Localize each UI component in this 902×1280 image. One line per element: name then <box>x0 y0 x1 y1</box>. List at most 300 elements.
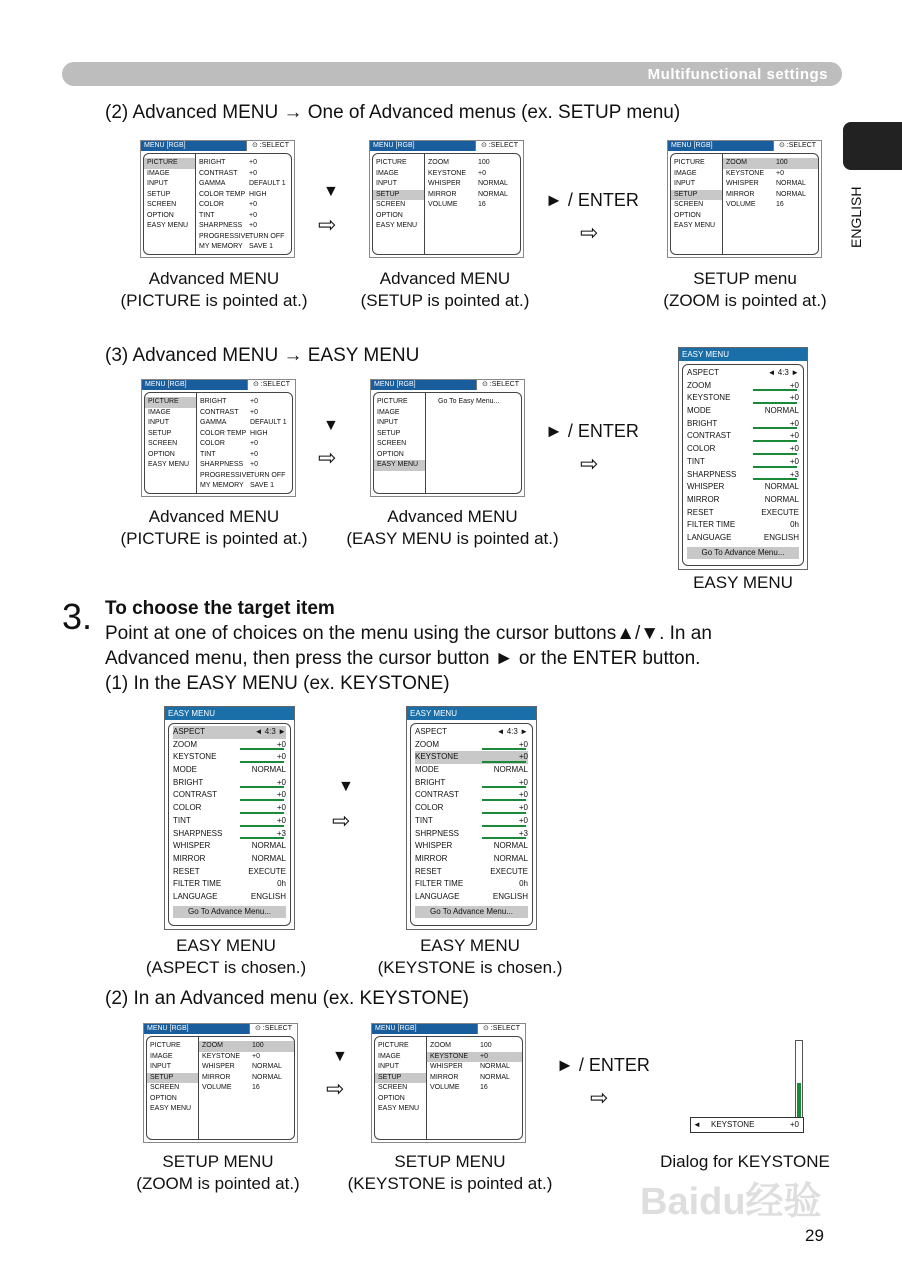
menu-option-row[interactable] <box>196 190 291 201</box>
caption-line: Advanced MENU <box>148 269 280 288</box>
menu-category-item[interactable]: SCREEN <box>376 201 406 208</box>
row-label: SHARPNESS <box>687 469 737 479</box>
menu-category-item[interactable]: INPUT <box>147 180 168 187</box>
row-value: NORMAL <box>493 853 528 863</box>
row-value: +0 <box>518 815 528 825</box>
menu-category-item[interactable]: SCREEN <box>674 201 704 208</box>
easy-menu-row[interactable] <box>173 789 286 802</box>
menu-category-item[interactable]: EASY MENU <box>374 460 425 471</box>
easy-menu-row[interactable] <box>173 828 286 841</box>
menu-category-item[interactable]: EASY MENU <box>376 222 418 229</box>
menu-categories <box>144 154 196 254</box>
option-label: ZOOM <box>202 1042 223 1049</box>
level-gauge <box>753 389 797 391</box>
easy-menu-row[interactable] <box>687 507 799 520</box>
easy-menu-row[interactable] <box>415 751 528 764</box>
easy-menu-body <box>410 723 533 926</box>
easy-menu-row[interactable] <box>687 519 799 532</box>
watermark: Baidu经验 <box>640 1181 822 1223</box>
step-line2: Advanced menu, then press the cursor button ► or the ENTER button. <box>105 648 701 669</box>
menu-category-item[interactable]: OPTION <box>377 450 404 458</box>
row-value: NORMAL <box>251 841 286 851</box>
step-title: To choose the target item <box>105 598 335 619</box>
row-value: +3 <box>518 828 528 838</box>
option-label: KEYSTONE <box>428 169 466 177</box>
level-gauge <box>240 812 284 814</box>
easy-menu-title: EASY MENU <box>165 707 294 720</box>
easy-menu-row[interactable] <box>173 866 286 879</box>
option-label: MY MEMORY <box>200 482 244 489</box>
caption <box>100 506 328 550</box>
menu-category-item[interactable]: SETUP <box>377 429 401 437</box>
advanced-menu <box>141 379 296 497</box>
menu-category-item[interactable]: PICTURE <box>145 397 196 408</box>
menu-options <box>425 154 520 254</box>
row-value: +0 <box>276 777 286 787</box>
option-value: 16 <box>252 1084 260 1091</box>
option-value: 16 <box>480 1084 488 1091</box>
row-label: MODE <box>173 765 197 775</box>
select-hint: ⊙ :SELECT <box>247 380 295 390</box>
menu-category-item[interactable]: IMAGE <box>150 1052 173 1060</box>
level-gauge <box>240 837 284 839</box>
option-value: +0 <box>250 408 258 416</box>
row-label: ASPECT <box>687 368 720 377</box>
easy-menu-row[interactable] <box>415 878 528 891</box>
row-value: +0 <box>276 803 286 813</box>
easy-menu-row[interactable] <box>687 418 799 431</box>
menu-option-row[interactable] <box>196 200 291 211</box>
option-label: MIRROR <box>428 190 457 198</box>
option-value: +0 <box>249 201 257 208</box>
easy-menu-row[interactable] <box>415 866 528 879</box>
menu-category-item[interactable]: PICTURE <box>144 158 195 169</box>
side-language-label: ENGLISH <box>848 186 864 248</box>
menu-title: MENU [RGB] <box>144 142 186 149</box>
hollow-arrow-icon: ⇨ <box>580 220 599 245</box>
menu-body <box>670 153 819 255</box>
menu-category-item[interactable]: SETUP <box>147 1073 198 1084</box>
menu-category-item[interactable]: OPTION <box>674 211 701 219</box>
menu-option-row[interactable] <box>197 429 292 440</box>
menu-option-row[interactable] <box>197 408 292 419</box>
caption-line: (EASY MENU is pointed at.) <box>346 529 559 548</box>
menu-option-row[interactable] <box>197 439 292 450</box>
menu-option-row[interactable] <box>197 397 292 408</box>
go-advance-button[interactable]: Go To Advance Menu... <box>173 906 286 918</box>
menu-category-item[interactable]: INPUT <box>148 419 169 426</box>
keystone-dialog[interactable] <box>690 1117 804 1133</box>
level-gauge <box>482 786 526 788</box>
row-label: LANGUAGE <box>173 891 218 901</box>
menu-category-item[interactable]: OPTION <box>150 1094 177 1102</box>
row-value: NORMAL <box>764 482 799 492</box>
level-gauge <box>240 761 284 763</box>
row-label: BRIGHT <box>687 418 718 428</box>
menu-option-row[interactable] <box>197 418 292 429</box>
menu-category-item[interactable]: EASY MENU <box>147 222 189 229</box>
option-label: VOLUME <box>726 201 756 208</box>
option-value: +0 <box>776 169 784 177</box>
menu-category-item[interactable]: INPUT <box>377 419 398 426</box>
caption-line: Advanced MENU <box>387 507 518 526</box>
menu-category-item[interactable]: EASY MENU <box>378 1105 420 1112</box>
option-label: COLOR TEMP <box>200 429 247 437</box>
option-value: +0 <box>250 461 258 468</box>
keystone-level-bar <box>795 1040 803 1120</box>
row-value: 0h <box>790 520 799 530</box>
option-label: ZOOM <box>726 159 747 166</box>
menu-category-item[interactable]: OPTION <box>147 211 174 219</box>
select-hint: ⊙ :SELECT <box>249 1024 297 1034</box>
menu-options <box>196 154 291 254</box>
menu-categories <box>375 1037 427 1139</box>
menu-category-item[interactable]: EASY MENU <box>674 222 716 229</box>
option-label: KEYSTONE <box>430 1052 468 1060</box>
option-value: HIGH <box>250 429 268 437</box>
menu-title-bar <box>142 380 295 390</box>
row-value: ◄ 4:3 ► <box>767 368 799 377</box>
level-gauge <box>482 837 526 839</box>
menu-body <box>146 1036 295 1140</box>
row-value: NORMAL <box>764 494 799 504</box>
easy-menu-row[interactable] <box>173 853 286 866</box>
menu-body <box>373 392 522 494</box>
row-label: LANGUAGE <box>687 532 732 542</box>
option-value: +0 <box>250 398 258 405</box>
easy-menu-title: EASY MENU <box>407 707 536 720</box>
row-label: ZOOM <box>415 739 439 749</box>
easy-menu-row[interactable] <box>415 726 528 739</box>
menu-category-item[interactable]: OPTION <box>148 450 175 458</box>
row-value: +0 <box>518 790 528 800</box>
menu-option-row[interactable] <box>723 190 818 201</box>
row-label: SHARPNESS <box>173 828 223 838</box>
go-advance-button[interactable]: Go To Advance Menu... <box>687 547 799 559</box>
menu-category-item[interactable]: INPUT <box>378 1063 399 1070</box>
row-value: NORMAL <box>251 853 286 863</box>
level-gauge <box>482 761 526 763</box>
row-value: +0 <box>276 752 286 762</box>
menu-title-bar <box>370 141 523 151</box>
menu-categories <box>373 154 425 254</box>
row-label: WHISPER <box>415 841 453 851</box>
row-value: +0 <box>518 803 528 813</box>
easy-menu-row[interactable] <box>173 764 286 777</box>
easy-menu-row[interactable] <box>687 532 799 545</box>
menu-option-row[interactable] <box>196 158 291 169</box>
menu-option-row[interactable] <box>723 179 818 190</box>
easy-menu-row[interactable] <box>415 802 528 815</box>
easy-menu-row[interactable] <box>687 494 799 507</box>
easy-menu-row[interactable] <box>687 367 799 380</box>
option-label: COLOR <box>199 201 224 208</box>
easy-menu-row[interactable] <box>687 456 799 469</box>
option-value: NORMAL <box>776 180 806 187</box>
menu-option-row[interactable] <box>196 211 291 222</box>
menu-option-row[interactable] <box>426 397 521 408</box>
menu-option-row[interactable] <box>425 200 520 211</box>
easy-menu-row[interactable] <box>415 891 528 904</box>
menu-option-row[interactable] <box>197 471 292 482</box>
easy-menu <box>678 347 808 570</box>
easy-menu-row[interactable] <box>687 430 799 443</box>
advanced-menu <box>369 140 524 258</box>
menu-body <box>143 153 292 255</box>
left-arrow-icon: ◄ <box>693 1120 701 1129</box>
menu-category-item[interactable]: SCREEN <box>150 1084 180 1091</box>
hollow-arrow-icon: ⇨ <box>326 1076 345 1101</box>
easy-menu-row[interactable] <box>173 815 286 828</box>
select-hint: ⊙ :SELECT <box>475 141 523 151</box>
menu-option-row[interactable] <box>427 1073 522 1084</box>
option-value: SAVE 1 <box>250 482 274 489</box>
option-value: +0 <box>249 159 257 166</box>
row-value: +0 <box>276 815 286 825</box>
level-gauge <box>482 799 526 801</box>
menu-category-item[interactable]: EASY MENU <box>150 1105 192 1112</box>
row-value: ENGLISH <box>492 891 528 901</box>
advanced-menu <box>140 140 295 258</box>
level-gauge <box>240 748 284 750</box>
row-value: NORMAL <box>251 765 286 775</box>
easy-menu-body <box>168 723 291 926</box>
menu-option-row[interactable] <box>425 190 520 201</box>
level-gauge <box>753 478 797 480</box>
menu-option-row[interactable] <box>427 1062 522 1073</box>
easy-menu-row[interactable] <box>173 739 286 752</box>
menu-categories <box>147 1037 199 1139</box>
easy-menu-row[interactable] <box>415 777 528 790</box>
menu-category-item[interactable]: INPUT <box>376 180 397 187</box>
row-value: +0 <box>789 393 799 403</box>
option-label: CONTRAST <box>199 169 238 177</box>
down-arrow-icon: ▼ <box>338 778 354 795</box>
menu-category-item[interactable]: SCREEN <box>377 440 407 447</box>
menu-option-row[interactable] <box>199 1073 294 1084</box>
option-value: DEFAULT 1 <box>249 180 286 187</box>
option-value: 16 <box>478 201 486 208</box>
advanced-menu <box>370 379 525 497</box>
menu-category-item[interactable]: OPTION <box>376 211 403 219</box>
menu-title-bar <box>144 1024 297 1034</box>
option-value: +0 <box>480 1052 488 1060</box>
menu-category-item[interactable]: SETUP <box>671 190 722 201</box>
caption-line: (KEYSTONE is chosen.) <box>377 958 563 977</box>
menu-category-item[interactable]: PICTURE <box>377 398 408 405</box>
easy-menu-row[interactable] <box>173 802 286 815</box>
menu-option-row[interactable] <box>425 169 520 180</box>
easy-menu-row[interactable] <box>173 891 286 904</box>
row-value: 0h <box>519 879 528 889</box>
caption <box>340 268 550 312</box>
menu-category-item[interactable]: PICTURE <box>376 159 407 166</box>
easy-menu-row[interactable] <box>687 392 799 405</box>
menu-title: MENU [RGB] <box>373 142 415 149</box>
easy-menu-row[interactable] <box>173 777 286 790</box>
option-label: PROGRESSIVE <box>200 471 251 479</box>
easy-menu <box>164 706 295 930</box>
option-label: TINT <box>199 211 215 219</box>
easy-menu-row[interactable] <box>687 481 799 494</box>
level-gauge <box>753 427 797 429</box>
caption <box>678 572 808 594</box>
menu-category-item[interactable]: SETUP <box>375 1073 426 1084</box>
menu-option-row[interactable] <box>199 1083 294 1094</box>
go-advance-button[interactable]: Go To Advance Menu... <box>415 906 528 918</box>
easy-menu-row[interactable] <box>415 853 528 866</box>
menu-options <box>199 1037 294 1139</box>
menu-categories <box>145 393 197 493</box>
row-label: ASPECT <box>415 727 448 736</box>
row-value: +0 <box>789 431 799 441</box>
easy-menu-row[interactable] <box>687 380 799 393</box>
row-label: FILTER TIME <box>173 879 222 889</box>
menu-option-row[interactable] <box>196 221 291 232</box>
menu-option-row[interactable] <box>196 242 291 253</box>
menu-body <box>374 1036 523 1140</box>
level-gauge <box>482 748 526 750</box>
menu-option-row[interactable] <box>199 1062 294 1073</box>
menu-title: MENU [RGB] <box>671 142 713 149</box>
menu-category-item[interactable]: SCREEN <box>378 1084 408 1091</box>
menu-category-item[interactable]: SCREEN <box>147 201 177 208</box>
caption-line: (PICTURE is pointed at.) <box>120 291 308 310</box>
row-label: MODE <box>415 765 439 775</box>
menu-option-row[interactable] <box>196 232 291 243</box>
menu-category-item[interactable]: IMAGE <box>147 169 170 177</box>
row-label: CONTRAST <box>415 790 459 800</box>
menu-category-item[interactable]: EASY MENU <box>148 461 190 468</box>
easy-menu-row[interactable] <box>415 815 528 828</box>
hollow-arrow-icon: ⇨ <box>590 1085 609 1110</box>
option-label: VOLUME <box>202 1084 232 1091</box>
menu-category-item[interactable]: IMAGE <box>376 169 399 177</box>
row-label: MODE <box>687 406 711 416</box>
option-value: SAVE 1 <box>249 243 273 250</box>
step-sub2: (2) In an Advanced menu (ex. KEYSTONE) <box>105 988 469 1009</box>
menu-category-item[interactable]: IMAGE <box>378 1052 401 1060</box>
menu-category-item[interactable]: IMAGE <box>148 408 171 416</box>
menu-category-item[interactable]: IMAGE <box>674 169 697 177</box>
menu-option-row[interactable] <box>197 481 292 492</box>
menu-body <box>144 392 293 494</box>
easy-menu-body <box>682 364 804 566</box>
option-label: MIRROR <box>430 1073 459 1081</box>
menu-option-row[interactable] <box>199 1041 294 1052</box>
caption-line: SETUP MENU <box>162 1152 274 1171</box>
row-label: TINT <box>687 456 705 466</box>
menu-category-item[interactable]: INPUT <box>674 180 695 187</box>
option-label: TINT <box>200 450 216 458</box>
level-gauge <box>753 453 797 455</box>
row-label: KEYSTONE <box>173 752 217 762</box>
section3-title: (3) Advanced MENU → EASY MENU <box>105 345 420 366</box>
menu-category-item[interactable]: PICTURE <box>674 159 705 166</box>
row-value: ◄ 4:3 ► <box>254 727 286 736</box>
easy-menu-row[interactable] <box>687 443 799 456</box>
menu-option-row[interactable] <box>427 1041 522 1052</box>
easy-menu-row[interactable] <box>173 726 286 739</box>
menu-option-row[interactable] <box>196 169 291 180</box>
easy-menu <box>406 706 537 930</box>
row-value: EXECUTE <box>490 866 528 876</box>
option-label: VOLUME <box>428 201 458 208</box>
menu-body <box>372 153 521 255</box>
row-label: FILTER TIME <box>415 879 464 889</box>
menu-category-item[interactable]: PICTURE <box>150 1042 181 1049</box>
caption <box>360 935 580 979</box>
menu-category-item[interactable]: IMAGE <box>377 408 400 416</box>
easy-menu-row[interactable] <box>687 469 799 482</box>
caption <box>330 1151 570 1195</box>
menu-option-row[interactable] <box>425 179 520 190</box>
easy-menu-row[interactable] <box>415 739 528 752</box>
advanced-menu <box>371 1023 526 1143</box>
easy-menu-row[interactable] <box>173 751 286 764</box>
caption <box>645 268 845 312</box>
option-value: +0 <box>249 211 257 219</box>
menu-option-row[interactable] <box>197 460 292 471</box>
select-hint: ⊙ :SELECT <box>773 141 821 151</box>
menu-category-item[interactable]: OPTION <box>378 1094 405 1102</box>
row-label: LANGUAGE <box>415 891 460 901</box>
enter-label: ► / ENTER <box>545 190 639 210</box>
menu-option-row[interactable] <box>427 1083 522 1094</box>
easy-menu-row[interactable] <box>415 789 528 802</box>
option-value: 100 <box>252 1042 264 1049</box>
menu-option-row[interactable] <box>197 450 292 461</box>
row-value: 0h <box>277 879 286 889</box>
row-label: WHISPER <box>173 841 211 851</box>
easy-menu-row[interactable] <box>415 828 528 841</box>
menu-option-row[interactable] <box>723 158 818 169</box>
option-label: SHARPNESS <box>200 461 244 468</box>
menu-category-item[interactable]: SCREEN <box>148 440 178 447</box>
menu-category-item[interactable]: INPUT <box>150 1063 171 1070</box>
menu-category-item[interactable]: PICTURE <box>378 1042 409 1049</box>
menu-option-row[interactable] <box>196 179 291 190</box>
menu-option-row[interactable] <box>425 158 520 169</box>
easy-menu-row[interactable] <box>415 764 528 777</box>
option-label: MY MEMORY <box>199 243 243 250</box>
menu-category-item[interactable]: SETUP <box>147 190 171 198</box>
menu-category-item[interactable]: SETUP <box>373 190 424 201</box>
down-arrow-icon: ▼ <box>323 183 339 200</box>
row-value: +0 <box>276 739 286 749</box>
step-sub1: (1) In the EASY MENU (ex. KEYSTONE) <box>105 673 450 694</box>
easy-menu-row[interactable] <box>173 840 286 853</box>
menu-category-item[interactable]: SETUP <box>148 429 172 437</box>
hollow-arrow-icon: ⇨ <box>318 212 337 237</box>
option-value: +0 <box>478 169 486 177</box>
row-label: FILTER TIME <box>687 520 736 530</box>
menu-option-row[interactable] <box>723 200 818 211</box>
menu-option-row[interactable] <box>427 1052 522 1063</box>
easy-menu-row[interactable] <box>173 878 286 891</box>
easy-menu-row[interactable] <box>415 840 528 853</box>
option-value: 100 <box>480 1042 492 1049</box>
easy-menu-row[interactable] <box>687 405 799 418</box>
row-value: NORMAL <box>493 765 528 775</box>
row-label: CONTRAST <box>687 431 731 441</box>
menu-option-row[interactable] <box>723 169 818 180</box>
hollow-arrow-icon: ⇨ <box>580 451 599 476</box>
menu-option-row[interactable] <box>199 1052 294 1063</box>
option-value: 100 <box>478 159 490 166</box>
option-value: TURN OFF <box>250 471 286 479</box>
caption-line: EASY MENU <box>420 936 520 955</box>
